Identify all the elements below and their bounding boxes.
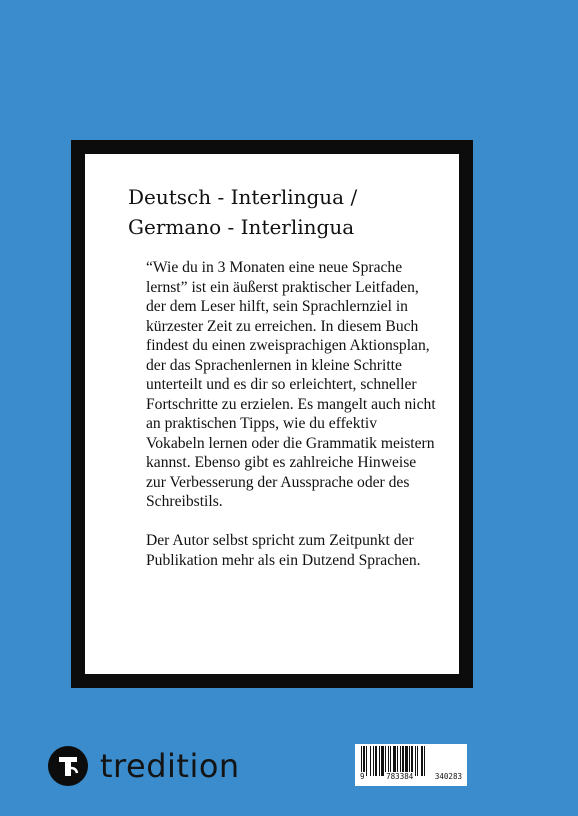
barcode-digits: [359, 772, 463, 781]
blurb-paragraph-2: Der Autor selbst spricht zum Zeitpunkt der Publikation mehr als ein Dutzend Sprachen.: [146, 532, 421, 569]
publisher-logo: [48, 745, 240, 787]
barcode-digit-group-1: 783384: [386, 772, 414, 781]
barcode-digit-prefix: 9: [360, 772, 365, 781]
blurb-paragraph-1: “Wie du in 3 Monaten eine neue Sprache lernst” ist ein äußerst praktischer Leitfaden, der dem Leser hilft, sein Sprachlernziel in kürzester Zeit zu erreichen. In diesem Buch findest du einen zweisprachigen Aktionsplan, der das Sprachenlernen in kleine Schritte unterteilt und es dir so erleichtert, schneller Fortschritte zu erzielen. Es mangelt auch nicht an praktischen Tipps, wie du effektiv Vokabeln lernen oder die Grammatik meistern kannst. Ebenso gibt es zahlreiche Hinweise zur Verbesserung der Aussprache oder des Schreibstils.: [146, 259, 436, 510]
title-line-1: Deutsch - Interlingua /: [128, 185, 358, 209]
barcode-digit-group-2: 340283: [434, 772, 462, 781]
blurb: [146, 258, 436, 590]
publisher-logo-icon: [48, 746, 88, 786]
isbn-barcode: [355, 744, 467, 786]
publisher-name: tredition: [100, 747, 240, 785]
text-frame: [71, 140, 473, 688]
title-line-2: Germano - Interlingua: [128, 215, 355, 239]
book-title: [128, 182, 448, 242]
text-panel: [85, 154, 459, 674]
